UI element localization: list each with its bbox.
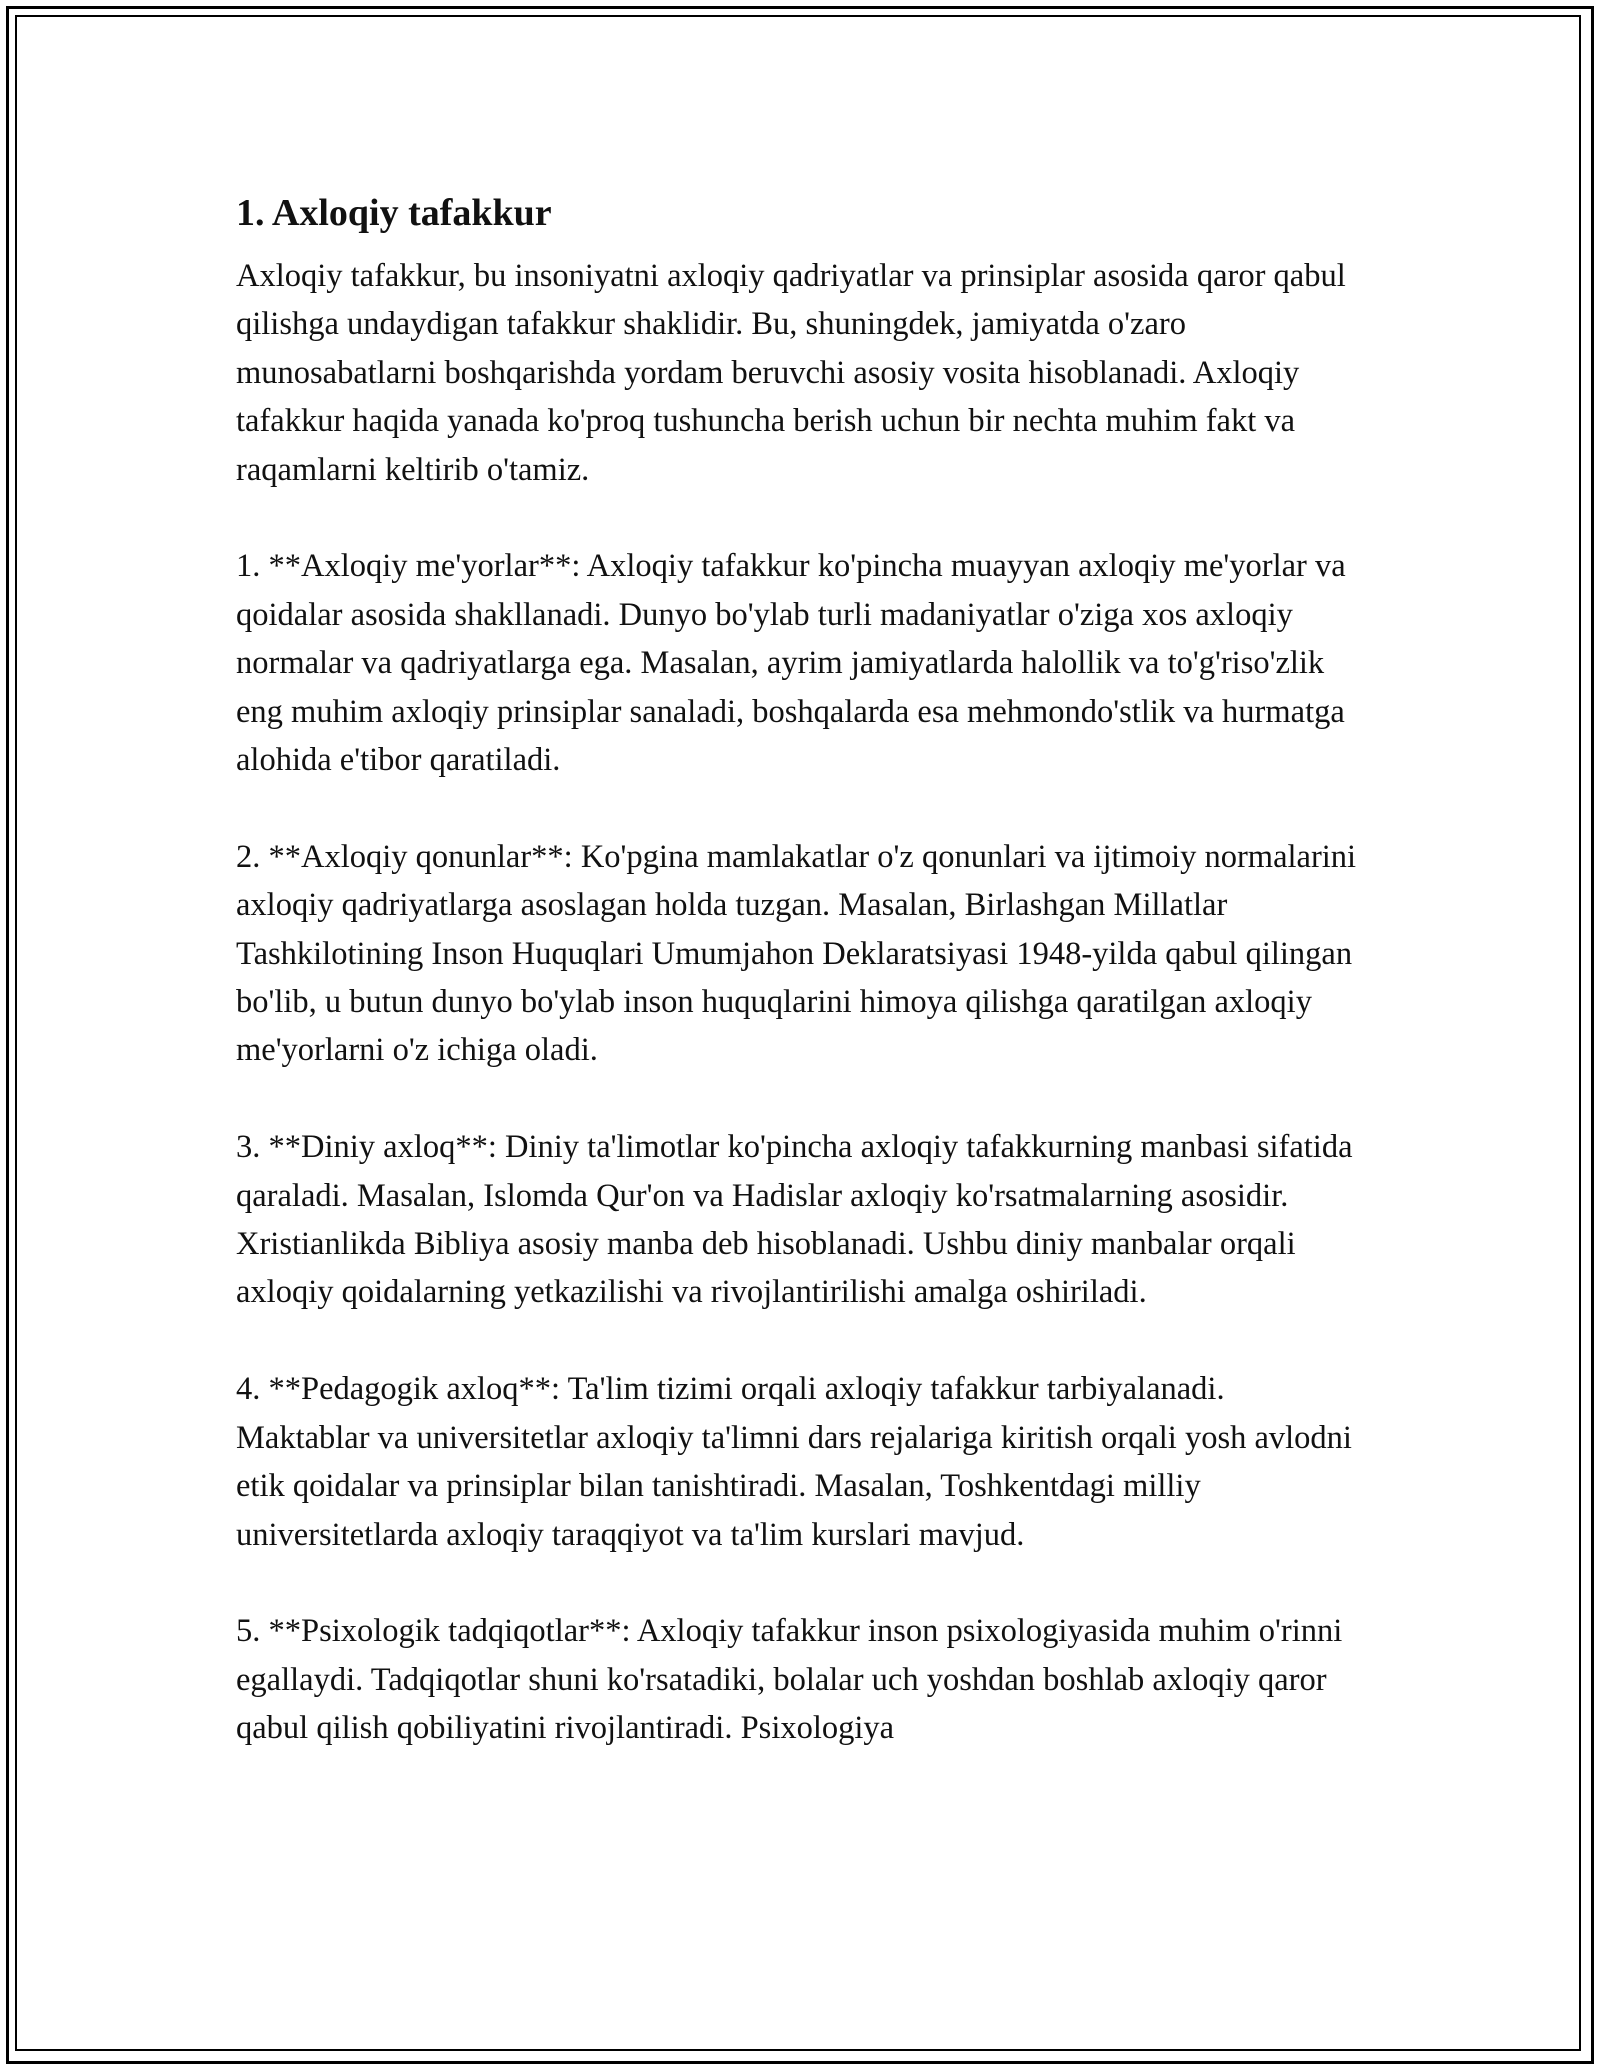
- paragraph-axloqiy-meyorlar: 1. **Axloqiy me'yorlar**: Axloqiy tafakkur ko'pincha muayyan axloqiy me'yorlar va qoidalar asosida shakllanadi. Dunyo bo'ylab turli madaniyatlar o'ziga xos axloqiy normalar va qadriyatlarga ega. Masalan, ayrim jamiyatlarda halollik va to'g'riso'zlik eng muhim axloqiy prinsiplar sanaladi, boshqalarda esa mehmondo'stlik va hurmatga alohida e'tibor qaratiladi.: [236, 548, 1346, 779]
- paragraph-axloqiy-qonunlar: 2. **Axloqiy qonunlar**: Ko'pgina mamlakatlar o'z qonunlari va ijtimoiy normalarini axloqiy qadriyatlarga asoslagan holda tuzgan. Masalan, Birlashgan Millatlar Tashkilotining Inson Huquqlari Umumjahon Deklaratsiyasi 1948-yilda qabul qilingan bo'lib, u butun dunyo bo'ylab inson huquqlarini himoya qilishga qaratilgan axloqiy me'yorlarni o'z ichiga oladi.: [236, 838, 1357, 1069]
- paragraph-pedagogik-axloq: 4. **Pedagogik axloq**: Ta'lim tizimi orqali axloqiy tafakkur tarbiyalanadi. Maktablar va universitetlar axloqiy ta'limni dars rejalariga kiritish orqali yosh avlodni etik qoidalar va prinsiplar bilan tanishtiradi. Masalan, Toshkentdagi milliy universitetlarda axloqiy taraqqiyot va ta'lim kurslari mavjud.: [236, 1371, 1352, 1553]
- intro-paragraph: Axloqiy tafakkur, bu insoniyatni axloqiy qadriyatlar va prinsiplar asosida qaror qabul qilishga undaydigan tafakkur shaklidir. Bu, shuningdek, jamiyatda o'zaro munosabatlarni boshqarishda yordam beruvchi asosiy vosita hisoblanadi. Axloqiy tafakkur haqida yanada ko'proq tushuncha berish uchun bir nechta muhim fakt va raqamlarni keltirib o'tamiz.: [236, 258, 1346, 488]
- document-body: [236, 180, 1366, 1753]
- paragraph-diniy-axloq: 3. **Diniy axloq**: Diniy ta'limotlar ko'pincha axloqiy tafakkurning manbasi sifatida qaraladi. Masalan, Islomda Qur'on va Hadislar axloqiy ko'rsatmalarning asosidir. Xristianlikda Bibliya asosiy manba deb hisoblanadi. Ushbu diniy manbalar orqali axloqiy qoidalarning yetkazilishi va rivojlantirilishi amalga oshiriladi.: [236, 1129, 1353, 1311]
- paragraph-psixologik-tadqiqotlar: 5. **Psixologik tadqiqotlar**: Axloqiy tafakkur inson psixologiyasida muhim o'rinni egallaydi. Tadqiqotlar shuni ko'rsatadiki, bolalar uch yoshdan boshlab axloqiy qaror qabul qilish qobiliyatini rivojlantiradi. Psixologiya: [236, 1613, 1343, 1747]
- section-heading: 1. Axloqiy tafakkur: [236, 192, 552, 234]
